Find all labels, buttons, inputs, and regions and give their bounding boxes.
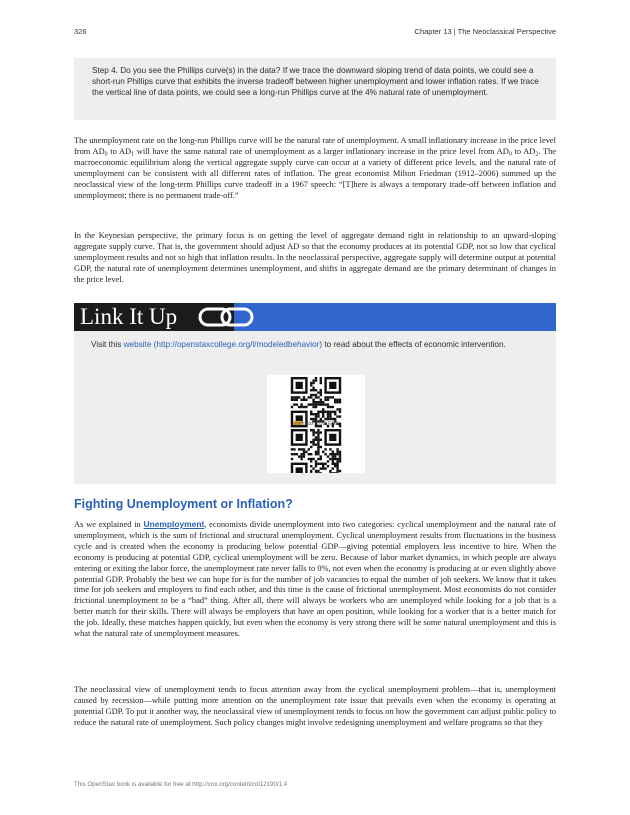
paragraph-neoclassical-view: The neoclassical view of unemployment tends to focus attention away from the cyclical unemployment problem—that is, unemployment caused by recession—while putting more attention on the unemployment rate issue that prevails even when the economy is operating at potential GDP. To put it another way, the neoclassical view of unemployment tends to focus on how the government can adjust public policy to reduce the natural rate of unemployment. Such policy changes might involve redesigning unemployment and welfare programs so that they (74, 684, 556, 727)
subscript: 0 (508, 151, 512, 158)
paragraph-text: . The macroeconomic equilibrium along the vertical aggregate supply curve can occur at a variety of different price levels, and the natural rate of unemployment can be consistent with all different rates of inflation. The great economist Milton Friedman (1912–2006) summed up the neoclassical view of the long-term Phillips curve tradeoff in a 1967 speech: “[T]here is always a temporary trade-off between inflation and unemployment; there is no permanent trade-off.” (74, 145, 557, 200)
unemployment-chapter-link[interactable]: Unemployment (143, 519, 205, 529)
paragraph-text: The unemployment rate on the long-run Phillips curve will be the natural rate of unemployment. A small inflationary increase in the price level from AD (74, 135, 556, 156)
link-it-up-body (74, 331, 556, 484)
chain-link-icon (198, 305, 260, 329)
paragraph-text: , economists divide unemployment into two categories: cyclical unemployment and the natural rate of unemployment, which is the sum of frictional and structural unemployment. Cyclical unemployment results from fluctuations in the business cycle and is created when the economy is producing below potential GDP—giving potential employers less incentive to hire. When the economy is producing at potential GDP, cyclical unemployment will be zero. Because of labor market dynamics, in which people are always entering or exiting the labor force, the unemployment rate never falls to 0%, not even when the economy is producing at or even slightly above potential GDP. Probably the best we can hope for is for the number of job vacancies to equal the number of job seekers. We know that it takes time for job seekers and employers to find each other, and this time is the cause of frictional unemployment. Most economists do not consider frictional unemployment to be a “bad” thing. After all, there will always be workers who are unemployed while looking for a job that is a better match for their skills. There will always be employers that have an open position, while looking for a worker that is a better match for the job. Ideally, these matches happen quickly, but even when the economy is very strong there will be some natural unemployment and this is what the natural rate of unemployment measures. (74, 519, 556, 639)
subscript: 2 (535, 151, 539, 158)
qr-code-card[interactable] (267, 375, 365, 473)
paragraph-text: to AD (107, 145, 132, 156)
subscript: 0 (104, 151, 108, 158)
paragraph-text: to AD (511, 145, 536, 156)
openstax-college-logo: openstax COLLEGE (293, 421, 339, 427)
section-heading: Fighting Unemployment or Inflation? (74, 497, 293, 511)
paragraph-long-run-phillips (74, 135, 556, 200)
paragraph-keynesian-perspective: In the Keynesian perspective, the primary focus is on getting the level of aggregate demand right in relationship to an upward-sloping aggregate supply curve. That is, the government should adjust AD so that the economy produces at its potential GDP, not so low that cyclical unemployment results and not so high that inflation results. In the neoclassical perspective, aggregate supply will determine output at potential GDP, the natural rate of unemployment determines unemployment, and shifts in aggregate demand are the primary determinant of changes in the price level. (74, 230, 556, 284)
page-header (74, 27, 556, 39)
link-it-up-banner (74, 303, 556, 331)
link-it-up-text-after: to read about the effects of economic intervention. (322, 340, 506, 349)
paragraph-text: will have the same natural rate of unemployment as a larger inflationary increase in the price level from AD (134, 145, 509, 156)
subscript: 1 (131, 151, 135, 158)
link-it-up-text (91, 339, 541, 350)
paragraph-text: As we explained in (74, 519, 144, 529)
page-footer: This OpenStax book is available for free at http://cnx.org/content/col12190/1.4 (74, 781, 288, 788)
paragraph-unemployment-categories (74, 519, 556, 639)
step-4-box (74, 58, 556, 120)
link-it-up-text-before: Visit this (91, 340, 124, 349)
chapter-title: Chapter 13 | The Neoclassical Perspective (414, 27, 556, 36)
link-it-up-title: Link It Up (80, 304, 178, 329)
page-number: 326 (74, 27, 87, 36)
step-4-text: Step 4. Do you see the Phillips curve(s) in the data? If we trace the downward sloping trend of data points, we could see a short-run Phillips curve that exhibits the inverse tradeoff between higher unemployment and lower inflation rates. If we trace the vertical line of data points, we could see a long-run Phillips curve at the 4% natural rate of unemployment. (92, 66, 539, 97)
website-link[interactable]: website (http://openstaxcollege.org/l/modeledbehavior) (123, 340, 323, 349)
